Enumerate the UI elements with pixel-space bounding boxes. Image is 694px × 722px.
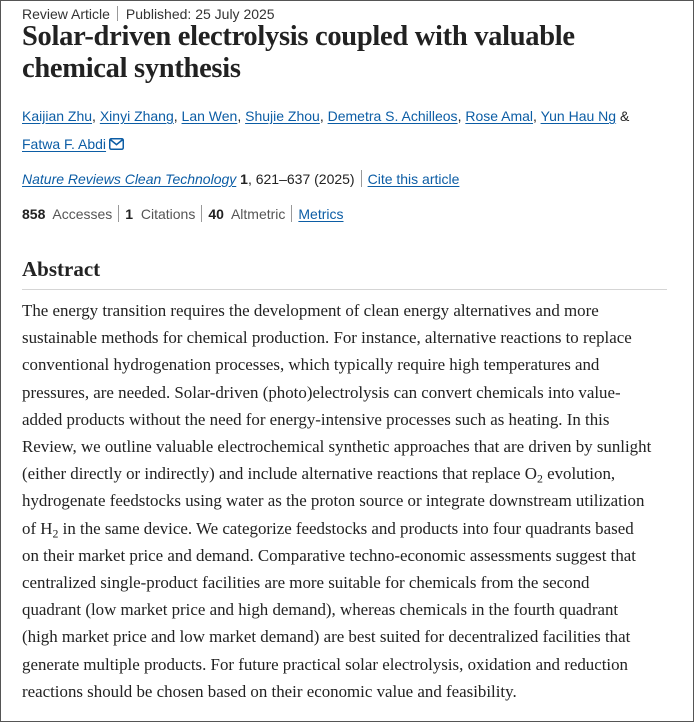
- abstract-heading: Abstract: [22, 257, 101, 281]
- abstract-line: hydrogenate feedstocks using water as the proton source or integrate downstream utilization: [22, 491, 645, 511]
- author-link[interactable]: Shujie Zhou: [245, 108, 320, 124]
- meta-divider: [117, 6, 118, 21]
- citation-divider: [361, 170, 362, 187]
- abstract-line: conventional hydrogenation processes, which typically require high temperatures and: [22, 355, 600, 375]
- article-metrics: [22, 205, 344, 222]
- author-separator: ,: [92, 108, 96, 124]
- author-link[interactable]: Lan Wen: [181, 108, 238, 124]
- abstract-line: on their market price and demand. Comparative techno-economic assessments suggest that: [22, 545, 636, 565]
- corresponding-author-link[interactable]: Fatwa F. Abdi: [22, 136, 107, 152]
- abstract-line-text: of H: [22, 518, 53, 538]
- article-title: [22, 21, 662, 85]
- envelope-icon[interactable]: [109, 131, 124, 159]
- metrics-divider: [291, 205, 292, 222]
- abstract-line: quadrant (low market price and high demand), whereas chemicals in the fourth quadrant: [22, 600, 619, 620]
- author-separator: ,: [173, 108, 178, 124]
- article-title-line-2: chemical synthesis: [22, 53, 241, 84]
- author-list: [22, 102, 662, 159]
- metrics-divider: [118, 205, 119, 222]
- citations-label: Citations: [140, 206, 196, 222]
- accesses-label: Accesses: [52, 206, 113, 222]
- section-divider: [22, 289, 667, 290]
- author-link[interactable]: Rose Amal: [465, 108, 534, 124]
- citations-count: 1: [125, 206, 134, 222]
- abstract-text: [22, 297, 672, 705]
- accesses-count: 858: [22, 206, 46, 222]
- journal-link[interactable]: Nature Reviews Clean Technology: [22, 171, 237, 187]
- citation-line: [22, 170, 459, 187]
- abstract-line: pressures, are needed. Solar-driven (photo)electrolysis can convert chemicals into value-: [22, 382, 621, 402]
- author-link[interactable]: Yun Hau Ng: [540, 108, 617, 124]
- author-ampersand: &: [619, 108, 630, 124]
- published-date: Published: 25 July 2025: [125, 6, 275, 22]
- author-link[interactable]: Kaijian Zhu: [22, 108, 93, 124]
- metrics-divider: [201, 205, 202, 222]
- author-separator: ,: [533, 108, 537, 124]
- subscript: 2: [536, 471, 543, 486]
- article-type: Review Article: [22, 6, 110, 22]
- altmetric-label: Altmetric: [230, 206, 286, 222]
- author-separator: ,: [237, 108, 242, 124]
- author-separator: ,: [319, 108, 324, 124]
- abstract-line: Review, we outline valuable electrochemical synthetic approaches that are driven by sunlight: [22, 437, 652, 457]
- abstract-line-text: in the same device. We categorize feedstocks and products into four quadrants based: [58, 518, 634, 538]
- altmetric-count: 40: [208, 206, 224, 222]
- metrics-link[interactable]: Metrics: [298, 206, 344, 222]
- abstract-line: added products without the need for energy-intensive processes such as heating. In this: [22, 409, 610, 429]
- abstract-line: (high market price and low market demand) are best suited for decentralized facilities that: [22, 627, 631, 647]
- article-meta: [22, 6, 275, 22]
- abstract-line-text: (either directly or indirectly) and include alternative reactions that replace O: [22, 464, 537, 484]
- abstract-line: centralized single-product facilities are more suitable for chemicals from the second: [22, 573, 590, 593]
- author-separator: ,: [457, 108, 462, 124]
- abstract-line: generate multiple products. For future practical solar electrolysis, oxidation and reduction: [22, 654, 628, 674]
- article-title-line-1: Solar-driven electrolysis coupled with valuable: [22, 21, 575, 52]
- journal-volume: 1: [240, 171, 248, 187]
- abstract-line-text: evolution,: [542, 464, 616, 484]
- author-link[interactable]: Xinyi Zhang: [99, 108, 174, 124]
- subscript: 2: [52, 526, 59, 541]
- abstract-line: sustainable methods for chemical production. For instance, alternative reactions to replace: [22, 328, 632, 348]
- abstract-line: [22, 460, 672, 487]
- abstract-line: reactions should be chosen based on their economic value and feasibility.: [22, 681, 517, 701]
- author-link[interactable]: Demetra S. Achilleos: [327, 108, 458, 124]
- journal-pages-year: , 621–637 (2025): [247, 171, 355, 187]
- cite-article-link[interactable]: Cite this article: [367, 171, 460, 187]
- abstract-line: [22, 515, 672, 542]
- abstract-line: The energy transition requires the development of clean energy alternatives and more: [22, 301, 599, 320]
